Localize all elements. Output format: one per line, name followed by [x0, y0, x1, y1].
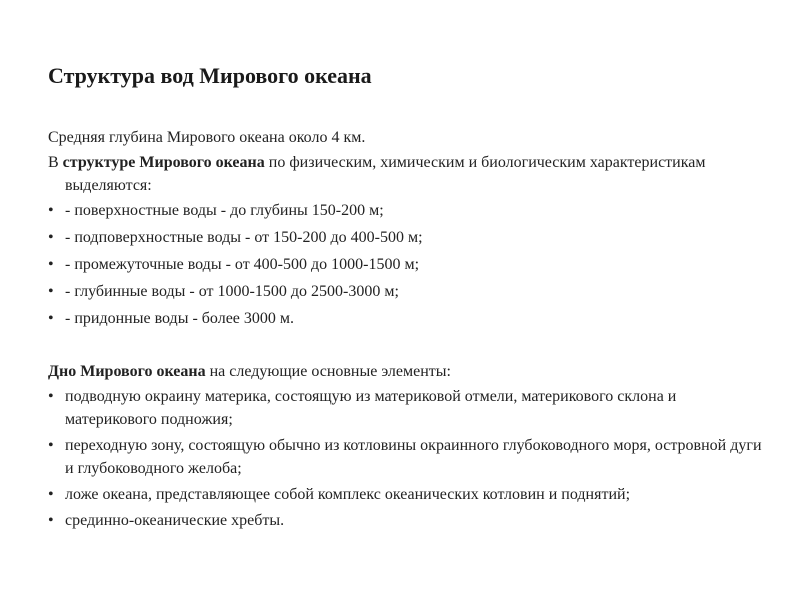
list-item	[48, 385, 768, 431]
floor-intro-bold: Дно Мирового океана	[48, 363, 206, 380]
floor-intro	[48, 360, 768, 383]
water-layers-list	[48, 199, 768, 330]
water-layer-text: - поверхностные воды - до глубины 150-200 м;	[65, 202, 384, 219]
floor-element-text: переходную зону, состоящую обычно из котловины окраинного глубоководного моря, островной дуги и глубоководного желоба;	[65, 437, 762, 477]
bullet-icon: •	[48, 202, 54, 219]
slide-title: Структура вод Мирового океана	[48, 63, 372, 88]
floor-element-text: срединно-океанические хребты.	[65, 512, 285, 529]
structure-intro-bold: структуре Мирового океана	[62, 154, 265, 171]
water-layer-text: - промежуточные воды - от 400-500 до 1000-1500 м;	[65, 256, 420, 273]
water-layer-text: - подповерхностные воды - от 150-200 до 400-500 м;	[65, 229, 423, 246]
structure-intro	[48, 151, 768, 197]
list-item	[48, 307, 768, 330]
floor-element-text: ложе океана, представляющее собой комплекс океанических котловин и поднятий;	[65, 486, 631, 503]
floor-elements-list	[48, 385, 768, 532]
structure-intro-prefix: В	[48, 154, 63, 171]
bullet-icon: •	[48, 229, 54, 246]
list-item	[48, 253, 768, 276]
water-layer-text: - глубинные воды - от 1000-1500 до 2500-3000 м;	[65, 283, 399, 300]
bullet-icon: •	[48, 437, 54, 454]
bullet-icon: •	[48, 512, 54, 529]
bullet-icon: •	[48, 283, 54, 300]
list-item	[48, 199, 768, 222]
bullet-icon: •	[48, 310, 54, 327]
bullet-icon: •	[48, 388, 54, 405]
structure-intro-rest: по физическим, химическим и биологическим характеристикам выделяются:	[65, 154, 706, 194]
water-layer-text: - придонные воды - более 3000 м.	[65, 310, 295, 327]
list-item	[48, 226, 768, 249]
list-item	[48, 434, 768, 480]
bullet-icon: •	[48, 486, 54, 503]
floor-element-text: подводную окраину материка, состоящую из материковой отмели, материкового склона и материкового подножия;	[65, 388, 677, 428]
average-depth-text: Средняя глубина Мирового океана около 4 км.	[48, 129, 366, 146]
bullet-icon: •	[48, 256, 54, 273]
spacer	[48, 334, 768, 360]
floor-intro-rest: на следующие основные элементы:	[205, 363, 451, 380]
slide-body	[48, 126, 768, 535]
list-item	[48, 280, 768, 303]
list-item	[48, 483, 768, 506]
list-item	[48, 509, 768, 532]
